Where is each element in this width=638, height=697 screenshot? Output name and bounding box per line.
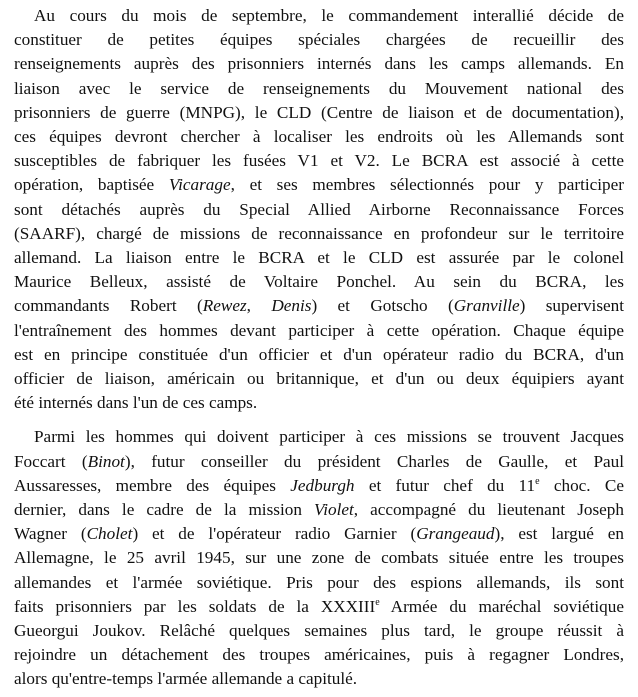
text-line — [14, 77, 624, 101]
text-run: Maurice Belleux, assisté de Voltaire Ponchel. Au sein du BCRA, les — [14, 272, 624, 292]
text-line — [14, 149, 624, 173]
italic-text: Cholet — [86, 524, 133, 544]
text-run: allemand. La liaison entre le BCRA et le CLD est assurée par le colonel — [14, 248, 624, 268]
italic-text: Jedburgh — [290, 475, 355, 495]
text-run: , et ses membres sélectionnés pour y participer — [230, 175, 624, 195]
text-run: ) et de l'opérateur radio Garnier ( — [132, 524, 417, 544]
text-run: sont détachés auprès du Special Allied Airborne Reconnaissance Forces — [14, 199, 624, 219]
text-run: Parmi les hommes qui doivent participer à ces missions se trouvent Jacques — [34, 427, 624, 447]
text-run: opération, baptisée — [14, 175, 169, 195]
text-run: , accompagné du lieutenant Joseph — [353, 500, 624, 520]
superscript: e — [375, 596, 380, 608]
text-run: été internés dans l'un de ces camps. — [14, 393, 258, 413]
text-line — [14, 28, 624, 52]
text-run: Aussaresses, membre des équipes — [14, 475, 291, 495]
text-run: Wagner ( — [14, 524, 87, 544]
text-line — [14, 391, 624, 415]
italic-text: Granville — [453, 296, 520, 316]
text-line — [14, 246, 624, 270]
text-run: officier de liaison, américain ou britannique, et d'un ou deux équipiers ayant — [14, 369, 624, 389]
text-run: ), est largué en — [494, 524, 625, 544]
text-run: alors qu'entre-temps l'armée allemande a capitulé. — [14, 669, 358, 689]
text-run: Armée du maréchal soviétique — [379, 596, 624, 616]
text-run: (SAARF), chargé de missions de reconnaissance en profondeur sur le territoire — [14, 223, 624, 243]
text-line — [14, 173, 624, 197]
text-run: ces équipes devront chercher à localiser les endroits où les Allemands sont — [14, 127, 624, 147]
italic-text: Vicarage — [168, 175, 231, 195]
text-line — [14, 425, 624, 449]
text-run: dernier, dans le cadre de la mission — [14, 500, 314, 520]
text-run: rejoindre un détachement des troupes américaines, puis à regagner Londres, — [14, 645, 624, 665]
text-line — [14, 571, 624, 595]
text-run: constituer de petites équipes spéciales chargées de recueillir des — [14, 30, 624, 50]
text-line — [14, 667, 624, 691]
text-line — [14, 343, 624, 367]
text-run: faits prisonniers par les soldats de la XXXIII — [14, 596, 376, 616]
text-line — [14, 546, 624, 570]
text-line — [14, 319, 624, 343]
text-run: , — [246, 296, 272, 316]
text-run: Au cours du mois de septembre, le commandement interallié décide de — [34, 6, 624, 25]
text-run: susceptibles de fabriquer les fusées V1 et V2. Le BCRA est associé à cette — [14, 151, 624, 171]
text-line — [14, 125, 624, 149]
paragraph — [14, 4, 624, 415]
italic-text: Grangeaud — [416, 524, 495, 544]
text-run: et futur chef du 11 — [354, 475, 536, 495]
text-line — [14, 101, 624, 125]
text-run: commandants Robert ( — [14, 296, 203, 316]
text-line — [14, 52, 624, 76]
text-line — [14, 522, 624, 546]
text-line — [14, 198, 624, 222]
text-run: ), futur conseiller du président Charles de Gaulle, et Paul — [124, 451, 624, 471]
text-run: ) supervisent — [519, 296, 625, 316]
text-run: choc. Ce — [539, 475, 624, 495]
text-line — [14, 367, 624, 391]
italic-text: Binot — [87, 451, 125, 471]
text-run: renseignements auprès des prisonniers internés dans les camps allemands. En — [14, 54, 624, 74]
text-run: l'entraînement des hommes devant participer à cette opération. Chaque équipe — [14, 320, 624, 340]
italic-text: Denis — [271, 296, 312, 316]
text-run: liaison avec le service de renseignements du Mouvement national des — [14, 78, 624, 98]
text-line — [14, 498, 624, 522]
italic-text: Rewez — [202, 296, 247, 316]
text-line — [14, 222, 624, 246]
paragraph — [14, 425, 624, 691]
text-line — [14, 450, 624, 474]
text-run: est en principe constituée d'un officier et d'un opérateur radio du BCRA, d'un — [14, 344, 624, 364]
text-run: allemandes et l'armée soviétique. Pris pour des espions allemands, ils sont — [14, 572, 624, 592]
italic-text: Violet — [314, 500, 354, 520]
text-run: Gueorgui Joukov. Relâché quelques semaines plus tard, le groupe réussit à — [14, 621, 624, 641]
text-run: prisonniers de guerre (MNPG), le CLD (Centre de liaison et de documentation), — [14, 102, 624, 122]
text-run: Foccart ( — [14, 451, 88, 471]
text-line — [14, 270, 624, 294]
text-line — [14, 474, 624, 498]
text-run: Allemagne, le 25 avril 1945, sur une zone de combats située entre les troupes — [14, 548, 624, 568]
text-line — [14, 294, 624, 318]
text-line — [14, 619, 624, 643]
text-line — [14, 4, 624, 28]
text-line — [14, 643, 624, 667]
text-line — [14, 595, 624, 619]
text-run: ) et Gotscho ( — [311, 296, 454, 316]
superscript: e — [535, 475, 540, 487]
